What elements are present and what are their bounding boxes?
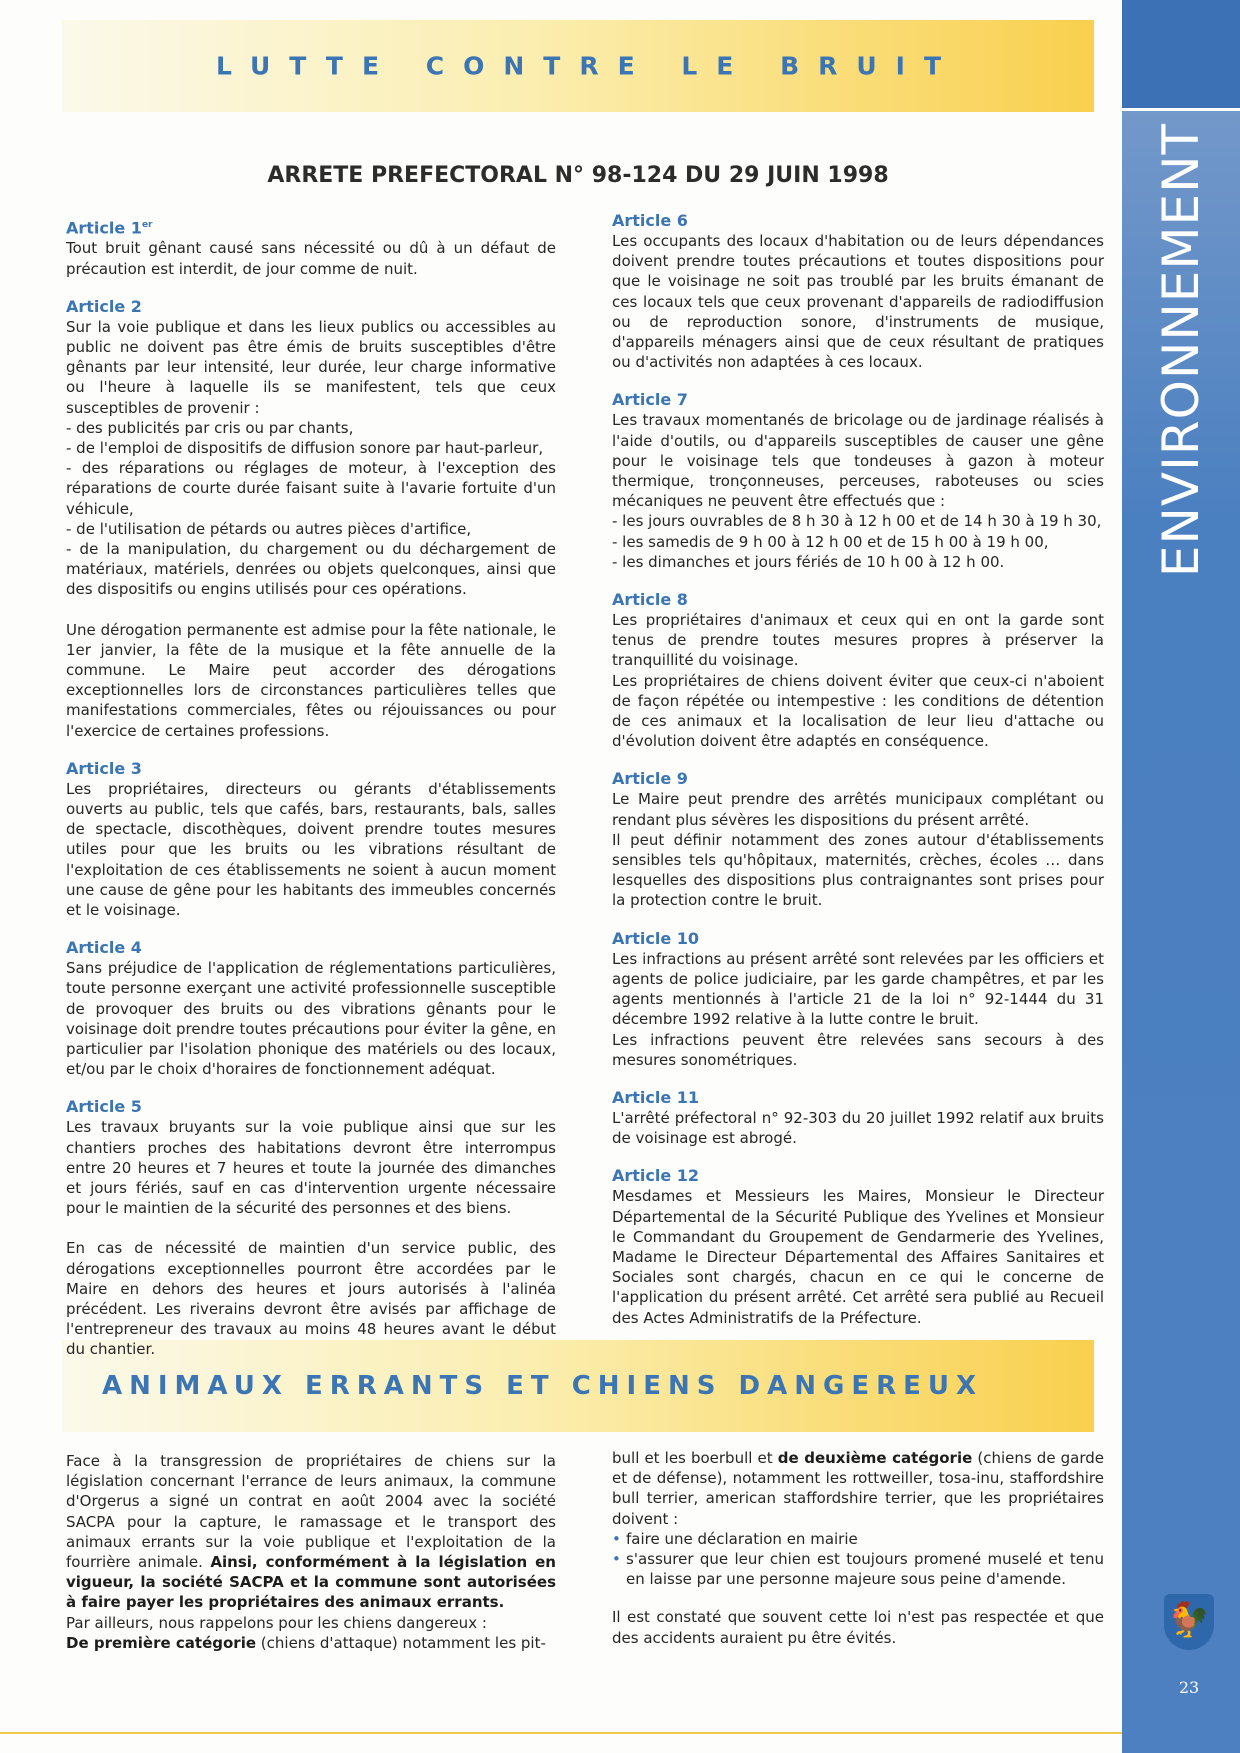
article-text: Les infractions peuvent être relevées sans secours à des mesures sonométriques. [612, 1030, 1104, 1069]
article-title: Article 2 [66, 296, 142, 316]
list-item: • faire une déclaration en mairie [612, 1529, 858, 1548]
article-text: Le Maire peut prendre des arrêtés municipaux complétant ou rendant plus sévères les dispositions du présent arrêté. [612, 790, 1104, 829]
article-text: Tout bruit gênant causé sans nécessité ou dû à un défaut de précaution est interdit, de jour comme de nuit. [66, 239, 556, 278]
article-12 [612, 1166, 1104, 1327]
article-3 [66, 759, 556, 920]
article-text: En cas de nécessité de maintien d'un service public, des dérogations exceptionnelles pourront être accordées par le Maire en dehors des heures et jours autorisés à l'alinéa précédent. Les riverains devront être avisés par affichage de l'entrepreneur des travaux au moins 48 heures avant le début du chantier. [66, 1239, 556, 1359]
article-5 [66, 1097, 556, 1359]
article-text: Les propriétaires d'animaux et ceux qui en ont la garde sont tenus de prendre toutes mesures propres à préserver la tranquillité du voisinage. [612, 611, 1104, 670]
spacer [66, 600, 556, 620]
animals-intro: Face à la transgression de propriétaires de chiens sur la législation concernant l'errance de leurs animaux, la commune d'Orgerus a signé un contrat en août 2004 avec la société SACPA pour la capture, le ramassage et le transport des animaux errants sur la voie publique et l'exploitation de la fourrière animale. [66, 1452, 556, 1572]
decree-heading: ARRETE PREFECTORAL N° 98-124 DU 29 JUIN 1998 [267, 163, 889, 188]
animals-conclusion: Il est constaté que souvent cette loi n'est pas respectée et que des accidents auraient pu être évités. [612, 1608, 1104, 1647]
article-title: Article 7 [612, 390, 688, 410]
article-list-item: - les samedis de 9 h 00 à 12 h 00 et de 15 h 00 à 19 h 00, [612, 532, 1049, 551]
article-title: Article 5 [66, 1097, 142, 1117]
articles-left-column [66, 215, 556, 1378]
article-text: L'arrêté préfectoral n° 92-303 du 20 juillet 1992 relatif aux bruits de voisinage est abrogé. [612, 1108, 1104, 1148]
category-one-text: (chiens d'attaque) notamment les pit- [260, 1633, 546, 1652]
footer-rule [0, 1732, 1122, 1734]
article-title: Article 4 [66, 938, 142, 958]
article-title: Article 1er [66, 218, 153, 238]
animals-right-column [612, 1448, 1104, 1648]
article-6 [612, 211, 1104, 372]
top-banner [62, 20, 1094, 112]
article-list-item: - des réparations ou réglages de moteur, à l'exception des réparations de courte durée faisant suite à l'avarie fortuite d'un véhicule, [66, 459, 556, 518]
article-text: Les occupants des locaux d'habitation ou de leurs dépendances doivent prendre toutes précautions et toutes dispositions pour que le voisinage ne soit pas troublé par les bruits émanant de ces locaux tels que ceux provenant d'appareils de radiodiffusion ou de reproduction sonore, d'instruments de musique, d'appareils ménagers ainsi que de ceux résultant de pratiques ou d'activités non adaptées à ces locaux. [612, 232, 1104, 372]
article-title: Article 9 [612, 769, 688, 789]
animals-bold-statement: Ainsi, conformément à la législation en vigueur, la société SACPA et la commune sont autorisées à faire payer les propriétaires des animaux errants. [66, 1553, 556, 1612]
article-4 [66, 938, 556, 1079]
article-1 [66, 215, 556, 279]
category-one-label: De première catégorie [66, 1633, 257, 1652]
article-text: Une dérogation permanente est admise pour la fête nationale, le 1er janvier, la fête de la musique et la fête annuelle de la commune. Le Maire peut accorder des dérogations exceptionnelles lors de circonstances particulières telles que manifestations commerciales, fêtes ou réjouissances ou pour l'exercice de certaines professions. [66, 620, 556, 740]
spacer [66, 1218, 556, 1238]
article-list-item: - de la manipulation, du chargement ou du déchargement de matériaux, matériels, denrées ou objets quelconques, ainsi que des dispositifs ou engins utilisés pour ces opérations. [66, 539, 556, 599]
article-title: Article 10 [612, 928, 700, 948]
article-text: Les propriétaires de chiens doivent éviter que ceux-ci n'aboient de façon répétée ou intempestive : les conditions de détention de ces animaux et la localisation de leur lieu d'attache ou d'évolution doivent être adaptés en conséquence. [612, 671, 1104, 751]
banner-title: LUTTE CONTRE LE BRUIT [215, 51, 961, 81]
article-title: Article 11 [612, 1087, 700, 1107]
article-text: Les travaux momentanés de bricolage ou de jardinage réalisés à l'aide d'outils, ou d'appareils susceptibles de causer une gêne pour le voisinage tels que tondeuses à gazon à moteur thermique, tronçonneuses, perceuses, raboteuses ou scies mécaniques ne peuvent être effectués que : [612, 411, 1104, 511]
rooster-icon: 🐓 [1164, 1594, 1214, 1650]
bullet-icon: • [612, 1550, 621, 1569]
category-two-label: de deuxième catégorie [777, 1449, 973, 1467]
article-title: Article 3 [66, 758, 142, 778]
article-10 [612, 929, 1104, 1070]
article-text: Les infractions au présent arrêté sont relevées par les officiers et agents de police judiciaire, par les garde champêtres, et par les agents mentionnés à l'article 21 de la loi n° 92-1444 du 31 décembre 1992 relative à la lutte contre le bruit. [612, 949, 1104, 1029]
article-text: Les propriétaires, directeurs ou gérants d'établissements ouverts au public, tels que cafés, bars, restaurants, bals, salles de spectacle, discothèques, doivent prendre toutes mesures utiles pour que les bruits ou les vibrations résultant de l'exploitation de ces établissements ne soient à aucun moment une cause de gêne pour les habitants des immeubles concernés et le voisinage. [66, 779, 556, 920]
sidebar-top-block [1122, 0, 1240, 111]
banner-title: ANIMAUX ERRANTS ET CHIENS DANGEREUX [102, 1371, 984, 1401]
article-text: Sans préjudice de l'application de réglementations particulières, toute personne exerçant une activité professionnelle susceptible de provoquer des bruits ou des vibrations gênants pour le voisinage doit prendre toutes précautions pour éviter la gêne, en particulier par l'isolation phonique des matériels ou des locaux, et/ou par le choix d'horaires de fonctionnement adéquat. [66, 959, 556, 1079]
section-label: ENVIRONNEMENT [1152, 122, 1210, 578]
article-9 [612, 769, 1104, 910]
article-list-item: - les jours ouvrables de 8 h 30 à 12 h 00 et de 14 h 30 à 19 h 30, [612, 512, 1102, 531]
list-item: • s'assurer que leur chien est toujours promené muselé et tenu en laisse par une personne majeure sous peine d'amende. [612, 1550, 1104, 1589]
article-8 [612, 590, 1104, 751]
article-7 [612, 390, 1104, 572]
article-11 [612, 1088, 1104, 1148]
animals-left-column [66, 1451, 556, 1653]
article-list-item: - des publicités par cris ou par chants, [66, 418, 354, 437]
article-text: Les travaux bruyants sur la voie publique ainsi que sur les chantiers proches des habitations devront être interrompus entre 20 heures et 7 heures et toute la journée des dimanches et jours fériés, sauf en cas d'intervention urgente nécessaire pour le maintien de la sécurité des personnes et des biens. [66, 1118, 556, 1218]
animals-reminder: Par ailleurs, nous rappelons pour les chiens dangereux : [66, 1613, 487, 1632]
article-list-item: - les dimanches et jours fériés de 10 h 00 à 12 h 00. [612, 552, 1005, 571]
article-list-item: - de l'emploi de dispositifs de diffusion sonore par haut-parleur, [66, 438, 544, 457]
article-title: Article 12 [612, 1166, 700, 1186]
article-text: Sur la voie publique et dans les lieux publics ou accessibles au public ne doivent pas être émis de bruits susceptibles d'être gênants par leur intensité, leur durée, leur charge informative ou l'heure à laquelle ils se manifestent, tels que ceux susceptibles de provenir : [66, 317, 556, 417]
article-list-item: - de l'utilisation de pétards ou autres pièces d'artifice, [66, 519, 472, 538]
page-number: 23 [1178, 1678, 1200, 1697]
category-two-text: (chiens de garde et de défense), notamment les rottweiller, tosa-inu, staffordshire bull terrier, american staffordshire terrier, que les propriétaires doivent : [612, 1449, 1105, 1528]
article-title: Article 8 [612, 590, 688, 610]
category-two-intro: bull et les boerbull et [612, 1449, 773, 1467]
article-text: Mesdames et Messieurs les Maires, Monsieur le Directeur Départemental de la Sécurité Publique des Yvelines et Monsieur le Commandant du Groupement de Gendarmerie des Yvelines, Madame le Directeur Départemental des Affaires Sanitaires et Sociales sont chargés, chacun en ce qui le concerne de l'application du présent arrêté. Cet arrêté sera publié au Recueil des Actes Administratifs de la Préfecture. [612, 1187, 1104, 1327]
article-2 [66, 297, 556, 741]
articles-right-column [612, 211, 1104, 1346]
bullet-icon: • [612, 1529, 621, 1548]
article-text: Il peut définir notamment des zones autour d'établissements sensibles tels qu'hôpitaux, maternités, crèches, écoles … dans lesquelles des dispositions plus contraignantes sont prises pour la protection contre le bruit. [612, 830, 1104, 910]
article-title: Article 6 [612, 211, 688, 230]
